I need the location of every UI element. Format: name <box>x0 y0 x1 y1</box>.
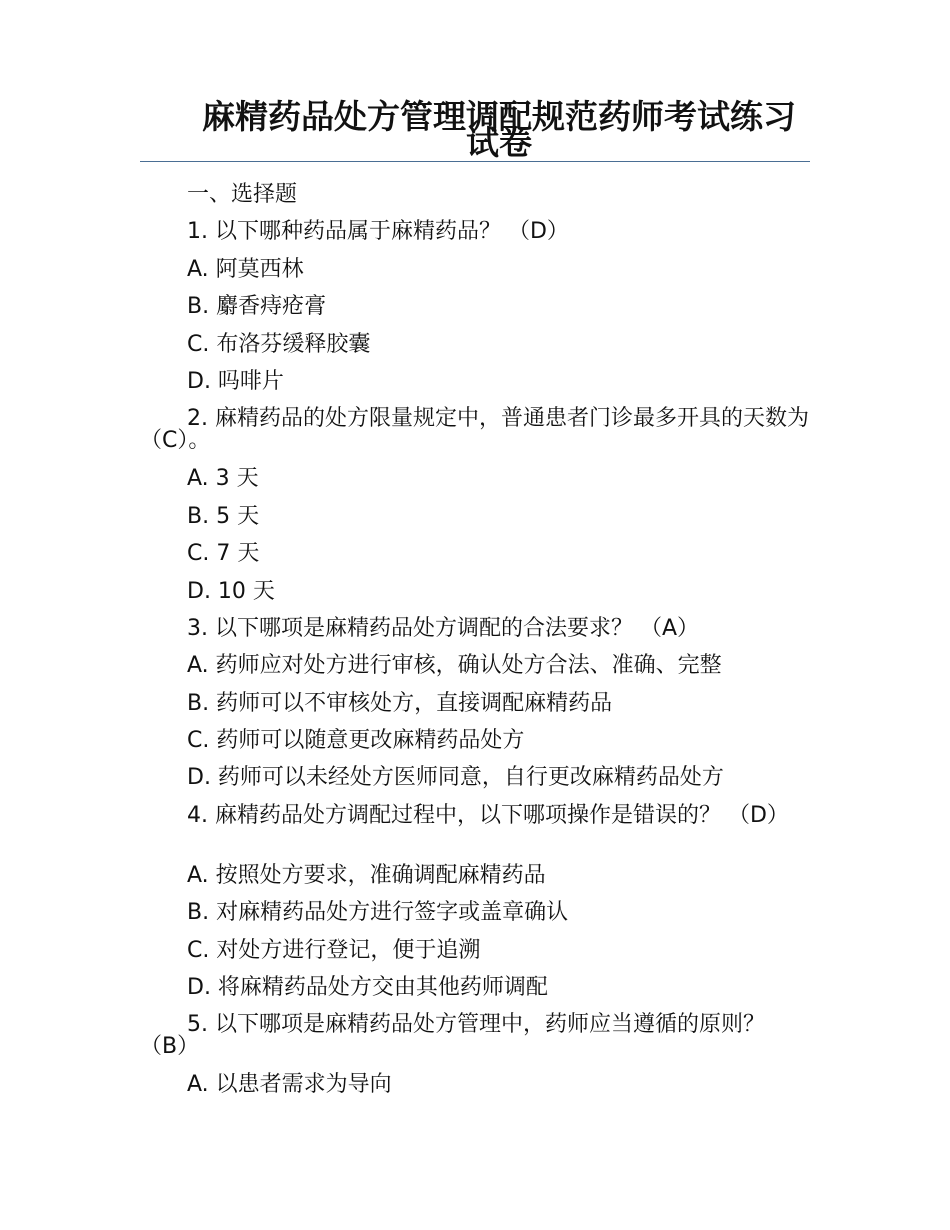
question-option: D. 吗啡片 <box>187 368 284 394</box>
section-heading: 一、选择题 <box>187 182 298 207</box>
question-option: B. 麝香痔疮膏 <box>187 294 327 320</box>
question-option: A. 药师应对处方进行审核，确认处方合法、准确、完整 <box>187 653 722 679</box>
document-title: 麻精药品处方管理调配规范药师考试练习试卷 <box>202 97 796 162</box>
question-option: A. 阿莫西林 <box>187 256 304 282</box>
question-stem: 5. 以下哪项是麻精药品处方管理中，药师应当遵循的原则？ （B） <box>140 1012 765 1060</box>
question-option: A. 按照处方要求，准确调配麻精药品 <box>187 862 546 888</box>
question-option: A. 以患者需求为导向 <box>187 1072 392 1098</box>
question-option: D. 将麻精药品处方交由其他药师调配 <box>187 975 548 1001</box>
question-option: C. 布洛芬缓释胶囊 <box>187 331 371 357</box>
question-option: C. 对处方进行登记，便于追溯 <box>187 937 481 963</box>
question-option: D. 药师可以未经处方医师同意，自行更改麻精药品处方 <box>187 765 724 791</box>
question-option: B. 5 天 <box>187 503 260 529</box>
question-option: C. 药师可以随意更改麻精药品处方 <box>187 728 525 754</box>
question-option: A. 3 天 <box>187 466 259 492</box>
question-stem: 4. 麻精药品处方调配过程中，以下哪项操作是错误的？ （D） <box>187 802 789 828</box>
question-stem: 3. 以下哪项是麻精药品处方调配的合法要求？ （A） <box>187 615 700 641</box>
question-stem: 1. 以下哪种药品属于麻精药品？ （D） <box>187 219 569 245</box>
question-stem: 2. 麻精药品的处方限量规定中，普通患者门诊最多开具的天数为（C）。 <box>140 406 809 454</box>
document-body <box>140 176 810 1104</box>
question-option: C. 7 天 <box>187 541 260 567</box>
title-underline <box>140 161 810 162</box>
question-option: D. 10 天 <box>187 578 275 604</box>
question-option: B. 对麻精药品处方进行签字或盖章确认 <box>187 900 569 926</box>
question-option: B. 药师可以不审核处方，直接调配麻精药品 <box>187 690 613 716</box>
